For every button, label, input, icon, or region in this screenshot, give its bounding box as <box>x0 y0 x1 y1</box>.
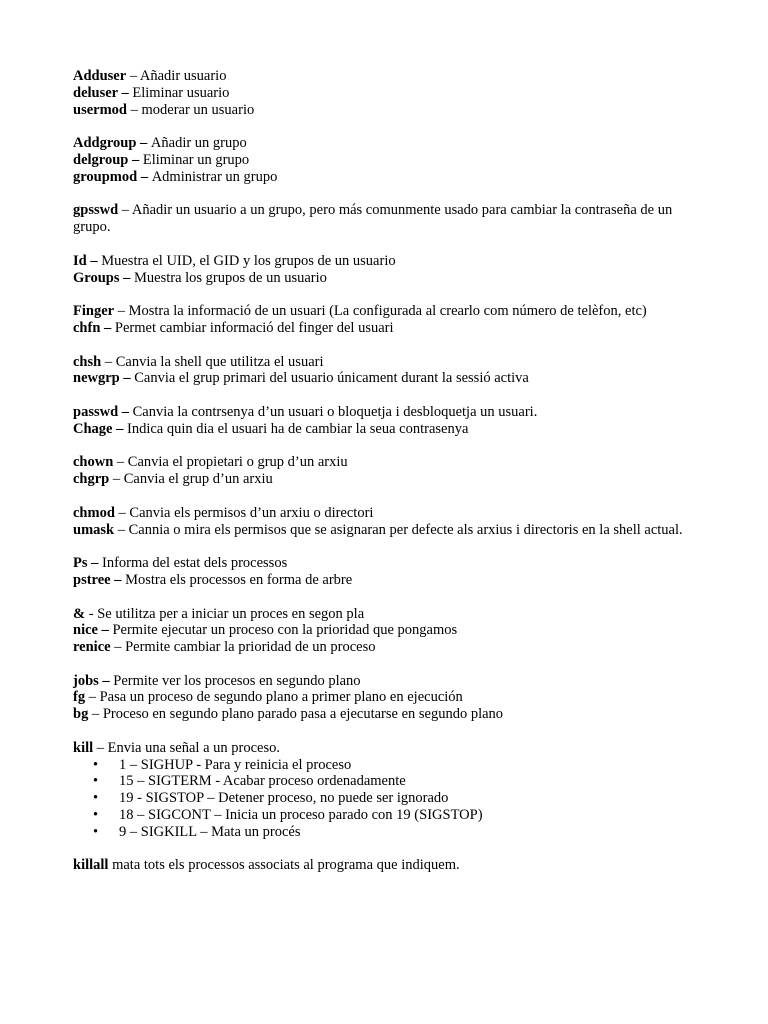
command-line-nice <box>73 622 703 639</box>
command-line-chfn <box>73 320 703 337</box>
command-name: groupmod – <box>73 168 152 185</box>
command-description: Cannia o mira els permisos que se asignaran per defecte als arxius i directoris en la shell actual. <box>128 521 683 538</box>
command-description: Proceso en segundo plano parado pasa a ejecutarse en segundo plano <box>102 706 504 723</box>
command-name: gpsswd <box>73 202 119 219</box>
command-description: Se utilitza per a iniciar un proces en segon pla <box>97 605 365 622</box>
command-description: Permet cambiar informació del finger del usuari <box>114 319 394 336</box>
command-line-killall <box>73 857 703 874</box>
command-description: Canvia el grup primari del usuario únicament durant la sessió activa <box>134 370 529 387</box>
command-description: Añadir un grupo <box>150 135 247 152</box>
list-item <box>73 773 703 790</box>
command-name: chgrp <box>73 471 110 488</box>
command-name: Adduser <box>73 68 127 84</box>
command-description: Eliminar usuario <box>132 84 230 101</box>
command-name: bg <box>73 706 89 723</box>
command-line-gpsswd <box>73 202 703 236</box>
command-description: Pasa un proceso de segundo plano a primer plano en ejecución <box>99 689 463 706</box>
separator: – <box>114 504 130 521</box>
command-name: newgrp – <box>73 370 135 387</box>
password-group <box>73 404 703 438</box>
command-description: Permite ver los procesos en segundo plano <box>113 672 361 689</box>
command-line-deluser <box>73 85 703 102</box>
command-description: Permite cambiar la prioridad de un proceso <box>125 639 376 656</box>
kill-group <box>73 740 703 841</box>
command-name: Addgroup – <box>73 135 151 152</box>
bullet-icon: • <box>93 807 99 824</box>
command-line-groups <box>73 270 703 287</box>
signal-text: 9 – SIGKILL – Mata un procés <box>119 823 301 840</box>
command-description: Mostra els processos en forma de arbre <box>125 571 353 588</box>
command-description: Permite ejecutar un proceso con la prioridad que pongamos <box>112 622 458 639</box>
command-name: Finger <box>73 303 115 320</box>
command-description: mata tots els processos associats al programa que indiquem. <box>112 857 460 874</box>
command-line-ps <box>73 555 703 572</box>
priority-group <box>73 606 703 656</box>
command-line-pstree <box>73 572 703 589</box>
separator: - <box>85 605 98 622</box>
command-name: delgroup – <box>73 151 143 168</box>
bullet-icon: • <box>93 823 99 840</box>
command-name: killall <box>73 857 109 874</box>
list-item <box>73 807 703 824</box>
command-name: nice – <box>73 622 113 639</box>
command-name: fg <box>73 689 86 706</box>
command-name: Id – <box>73 252 102 269</box>
command-description: moderar un usuario <box>141 101 255 118</box>
bullet-icon: • <box>93 790 99 807</box>
command-description: Canvia el propietari o grup d’un arxiu <box>127 454 348 471</box>
separator: – <box>85 689 100 706</box>
signal-text: 18 – SIGCONT – Inicia un proceso parado con 19 (SIGSTOP) <box>119 807 483 824</box>
list-item <box>73 824 703 841</box>
signal-text: 1 – SIGHUP - Para y reinicia el proceso <box>119 756 352 773</box>
signal-text: 19 - SIGSTOP – Detener proceso, no puede ser ignorado <box>119 790 449 807</box>
command-line-umask <box>73 522 703 539</box>
command-name: chown <box>73 454 114 471</box>
command-line-adduser <box>73 68 703 85</box>
signal-list <box>73 757 703 841</box>
bullet-icon: • <box>93 773 99 790</box>
id-groups-group <box>73 253 703 287</box>
killall-group <box>73 857 703 874</box>
separator: – <box>126 101 142 118</box>
command-description: Añadir usuario <box>139 68 227 84</box>
command-name: kill <box>73 739 94 756</box>
jobs-group <box>73 673 703 723</box>
separator: – <box>118 202 132 219</box>
command-name: usermod <box>73 101 127 118</box>
command-name: pstree – <box>73 571 126 588</box>
command-line-chown <box>73 454 703 471</box>
command-line-id <box>73 253 703 270</box>
command-line-groupmod <box>73 169 703 186</box>
command-description: Mostra la informació de un usuari (La configurada al crearlo com número de telèfon, etc) <box>128 303 647 320</box>
command-description: Eliminar un grupo <box>142 151 250 168</box>
separator: – <box>93 739 108 756</box>
command-name: renice <box>73 639 111 656</box>
group-commands-group <box>73 135 703 185</box>
permissions-group <box>73 505 703 539</box>
separator: – <box>88 706 103 723</box>
list-item <box>73 757 703 774</box>
command-name: deluser – <box>73 84 133 101</box>
user-commands-group <box>73 68 703 118</box>
command-line-ampersand <box>73 606 703 623</box>
command-description: Canvia la contrsenya d’un usuari o bloquetja i desbloquetja un usuari. <box>132 403 538 420</box>
separator: – <box>114 303 129 320</box>
command-name: passwd – <box>73 403 133 420</box>
command-name: chfn – <box>73 319 115 336</box>
command-description: Canvia la shell que utilitza el usuari <box>115 353 324 370</box>
separator: – <box>109 471 124 488</box>
command-description: Canvia el grup d’un arxiu <box>123 471 273 488</box>
separator: – <box>126 68 140 84</box>
separator: – <box>114 521 129 538</box>
ownership-group <box>73 454 703 488</box>
command-description: Informa del estat dels processos <box>102 555 288 572</box>
command-description: Muestra el UID, el GID y los grupos de un usuario <box>101 252 396 269</box>
list-item <box>73 790 703 807</box>
command-name: & <box>73 605 86 622</box>
gpsswd-group <box>73 202 703 236</box>
command-name: Ps – <box>73 555 102 572</box>
separator: – <box>110 639 126 656</box>
separator: – <box>101 353 116 370</box>
command-name: Chage – <box>73 420 127 437</box>
finger-group <box>73 303 703 337</box>
shell-group <box>73 354 703 388</box>
command-line-passwd <box>73 404 703 421</box>
command-line-finger <box>73 303 703 320</box>
command-name: umask <box>73 521 115 538</box>
command-description: Indica quin dia el usuari ha de cambiar la seua contrasenya <box>126 420 469 437</box>
command-description: Envia una señal a un proceso. <box>107 739 280 756</box>
command-line-jobs <box>73 673 703 690</box>
command-line-addgroup <box>73 135 703 152</box>
command-line-fg <box>73 689 703 706</box>
command-line-chsh <box>73 354 703 371</box>
command-description: Muestra los grupos de un usuario <box>133 269 327 286</box>
command-line-delgroup <box>73 152 703 169</box>
command-description: Administrar un grupo <box>151 168 278 185</box>
command-line-newgrp <box>73 370 703 387</box>
command-name: jobs – <box>73 672 114 689</box>
command-line-usermod <box>73 102 703 119</box>
command-line-renice <box>73 639 703 656</box>
separator: – <box>113 454 128 471</box>
command-name: Groups – <box>73 269 134 286</box>
document-page <box>73 68 703 891</box>
command-description: Añadir un usuario a un grupo, pero más comunmente usado para cambiar la contraseña de un grupo. <box>73 202 673 236</box>
command-name: chmod <box>73 504 115 521</box>
command-line-chage <box>73 421 703 438</box>
command-name: chsh <box>73 353 102 370</box>
command-description: Canvia els permisos d’un arxiu o directori <box>129 504 374 521</box>
command-line-chmod <box>73 505 703 522</box>
signal-text: 15 – SIGTERM - Acabar proceso ordenadamente <box>119 773 406 790</box>
command-line-chgrp <box>73 471 703 488</box>
command-line-kill <box>73 740 703 757</box>
bullet-icon: • <box>93 756 99 773</box>
process-info-group <box>73 555 703 589</box>
command-line-bg <box>73 706 703 723</box>
